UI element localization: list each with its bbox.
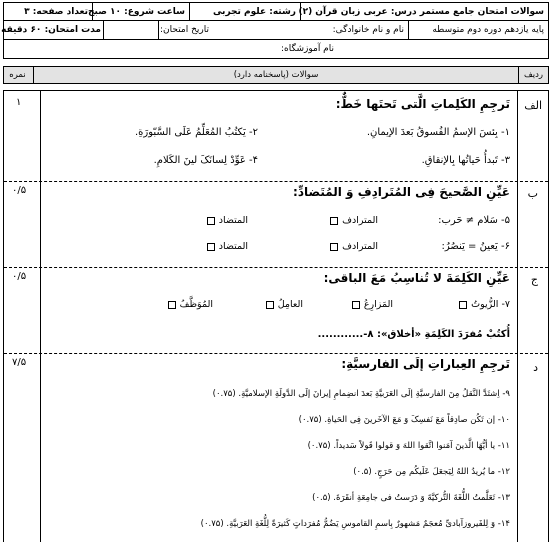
checkbox[interactable]	[266, 301, 274, 309]
question-title: عَیِّنِ الصَّحیحَ فِی المُتَرادِفِ وَ المُتَضادِّ:	[293, 185, 510, 199]
grade: پایه یازدهم دوره دوم متوسطه	[408, 21, 548, 39]
option-item[interactable]	[168, 299, 213, 310]
col-row: ردیف	[518, 67, 548, 83]
section-score: ۷/۵	[12, 357, 27, 368]
checkbox[interactable]	[352, 301, 360, 309]
question-line: ۶- یَعینُ = یَنصُرُ:	[441, 241, 510, 252]
option-label: المَزارِعُ	[363, 299, 393, 310]
section-letter: د	[533, 361, 538, 374]
page-count: تعداد صفحه: ۳	[24, 6, 88, 17]
section-letter: ج	[530, 273, 538, 286]
option-label: المترادف	[342, 241, 378, 252]
section-score: ۱	[16, 97, 22, 108]
question-line: ۱۲- ما یُریدُ اللهُ لِیَجعَلَ عَلَیکُم مِن حَرَجٍ. (۰.۵)	[353, 467, 510, 477]
question-line: أُکتُبْ مُفرَدَ الکَلِمَةِ «أخلاق»: ۸-............	[317, 329, 510, 340]
option-item[interactable]	[352, 299, 393, 310]
grid-divider-right	[517, 91, 518, 542]
section-separator	[4, 181, 548, 182]
question-line: ۴- عَوِّدْ لِسانَکَ لینَ الکَلامِ.	[153, 155, 258, 166]
exam-page	[3, 2, 549, 542]
question-line: ۱۱- یا أیُّهَا الَّذینَ آمَنوا اتَّقوا اللهَ وَ قولوا قَولاً سَدیداً. (۰.۷۵)	[307, 441, 510, 451]
header-row-1	[3, 2, 549, 21]
question-title: عَیِّنِ الکَلِمَةَ لا تُناسِبُ مَعَ الباقی:	[323, 271, 510, 285]
column-header	[3, 66, 549, 84]
question-title: تَرجِمِ الکَلِماتِ الَّتی تَحتَها خَطٌّ:	[335, 97, 510, 111]
question-line: ۵- سَلام ≠ حَرب:	[438, 215, 510, 226]
option-item[interactable]	[459, 299, 510, 310]
question-title: تَرجِمِ العِباراتِ إلَی الفارسیَّةِ:	[341, 357, 510, 371]
option-antonym[interactable]	[207, 241, 248, 252]
question-line: ۱- بِئسَ الإسمُ الفُسوقُ بَعدَ الإیمانِ.	[366, 127, 510, 138]
checkbox[interactable]	[168, 301, 176, 309]
duration: مدت امتحان: ۶۰ دقیقه	[1, 25, 101, 35]
school-name-label: نام آموزشگاه:	[281, 44, 334, 54]
section-letter: الف	[524, 99, 542, 112]
question-line: ۱۴- وَ لِلفَیروزآبادیِّ مُعجَمٌ مَشهورٌ بِاسمِ القاموسِ یَضُمُّ مُفرَداتٍ کَثیرَةً لِلُّغَةِ العَرَبیَّةِ. (۰.۷۵)	[200, 519, 510, 529]
option-label: المتضاد	[218, 215, 248, 226]
section-score: ۰/۵	[12, 185, 27, 196]
option-synonym[interactable]	[330, 215, 378, 226]
option-label: المتضاد	[218, 241, 248, 252]
start-time: ساعت شروع: ۱۰ صبح	[92, 3, 189, 20]
exam-date-label: تاریخ امتحان:	[103, 21, 213, 39]
section-score: ۰/۵	[12, 271, 27, 282]
student-name-label: نام و نام خانوادگی:	[158, 21, 408, 39]
checkbox[interactable]	[330, 243, 338, 251]
checkbox[interactable]	[459, 301, 467, 309]
col-questions: سوالات (پاسخنامه دارد)	[233, 70, 319, 80]
grid-divider-left	[40, 91, 41, 542]
header-row-2	[3, 21, 549, 40]
question-line: ۱۳- تَعَلَّمتُ اللُّغَةَ التُّرکیَّةَ وَ دَرَستُ فی جامِعَةِ أنقَرَةَ. (۰.۵)	[312, 493, 510, 503]
checkbox[interactable]	[207, 243, 215, 251]
section-separator	[4, 267, 548, 268]
section-letter: ب	[527, 187, 538, 200]
section-separator	[4, 353, 548, 354]
option-label: المُوَظَّفُ	[179, 299, 213, 310]
col-score: نمره	[2, 67, 34, 83]
question-line: ۹- اِشتَدَّ النَّقلُ مِنَ الفارسیَّةِ إلَی العَرَبیَّةِ بَعدَ انضِمامِ إیرانَ إلَی الدَّولَةِ الإسلامیَّةِ. (۰.۷۵)	[212, 389, 510, 399]
option-synonym[interactable]	[330, 241, 378, 252]
option-label: ۷- الزُّیوتُ	[471, 299, 510, 310]
exam-title: سوالات امتحان جامع مستمر درس: عربی زبان قرآن (۲)	[300, 3, 548, 20]
question-line: ۲- یَکتُبُ المُعَلِّمُ عَلَی السَّبّورَةِ.	[134, 127, 258, 138]
header-row-3	[3, 40, 549, 59]
option-item[interactable]	[266, 299, 303, 310]
option-antonym[interactable]	[207, 215, 248, 226]
question-line: ۳- تَبدأُ حَیاتُها بِالإنقاقِ.	[421, 155, 510, 166]
question-line: ۱۰- إن تَکُن صادِقاً مَعَ نَفسِکَ وَ مَعَ الآخَرینَ فِی الحَیاةِ. (۰.۷۵)	[298, 415, 510, 425]
field: رشته: علوم تجربی	[189, 3, 300, 20]
checkbox[interactable]	[330, 217, 338, 225]
questions-grid	[3, 90, 549, 542]
option-label: العامِلُ	[277, 299, 303, 310]
checkbox[interactable]	[207, 217, 215, 225]
option-label: المترادف	[342, 215, 378, 226]
